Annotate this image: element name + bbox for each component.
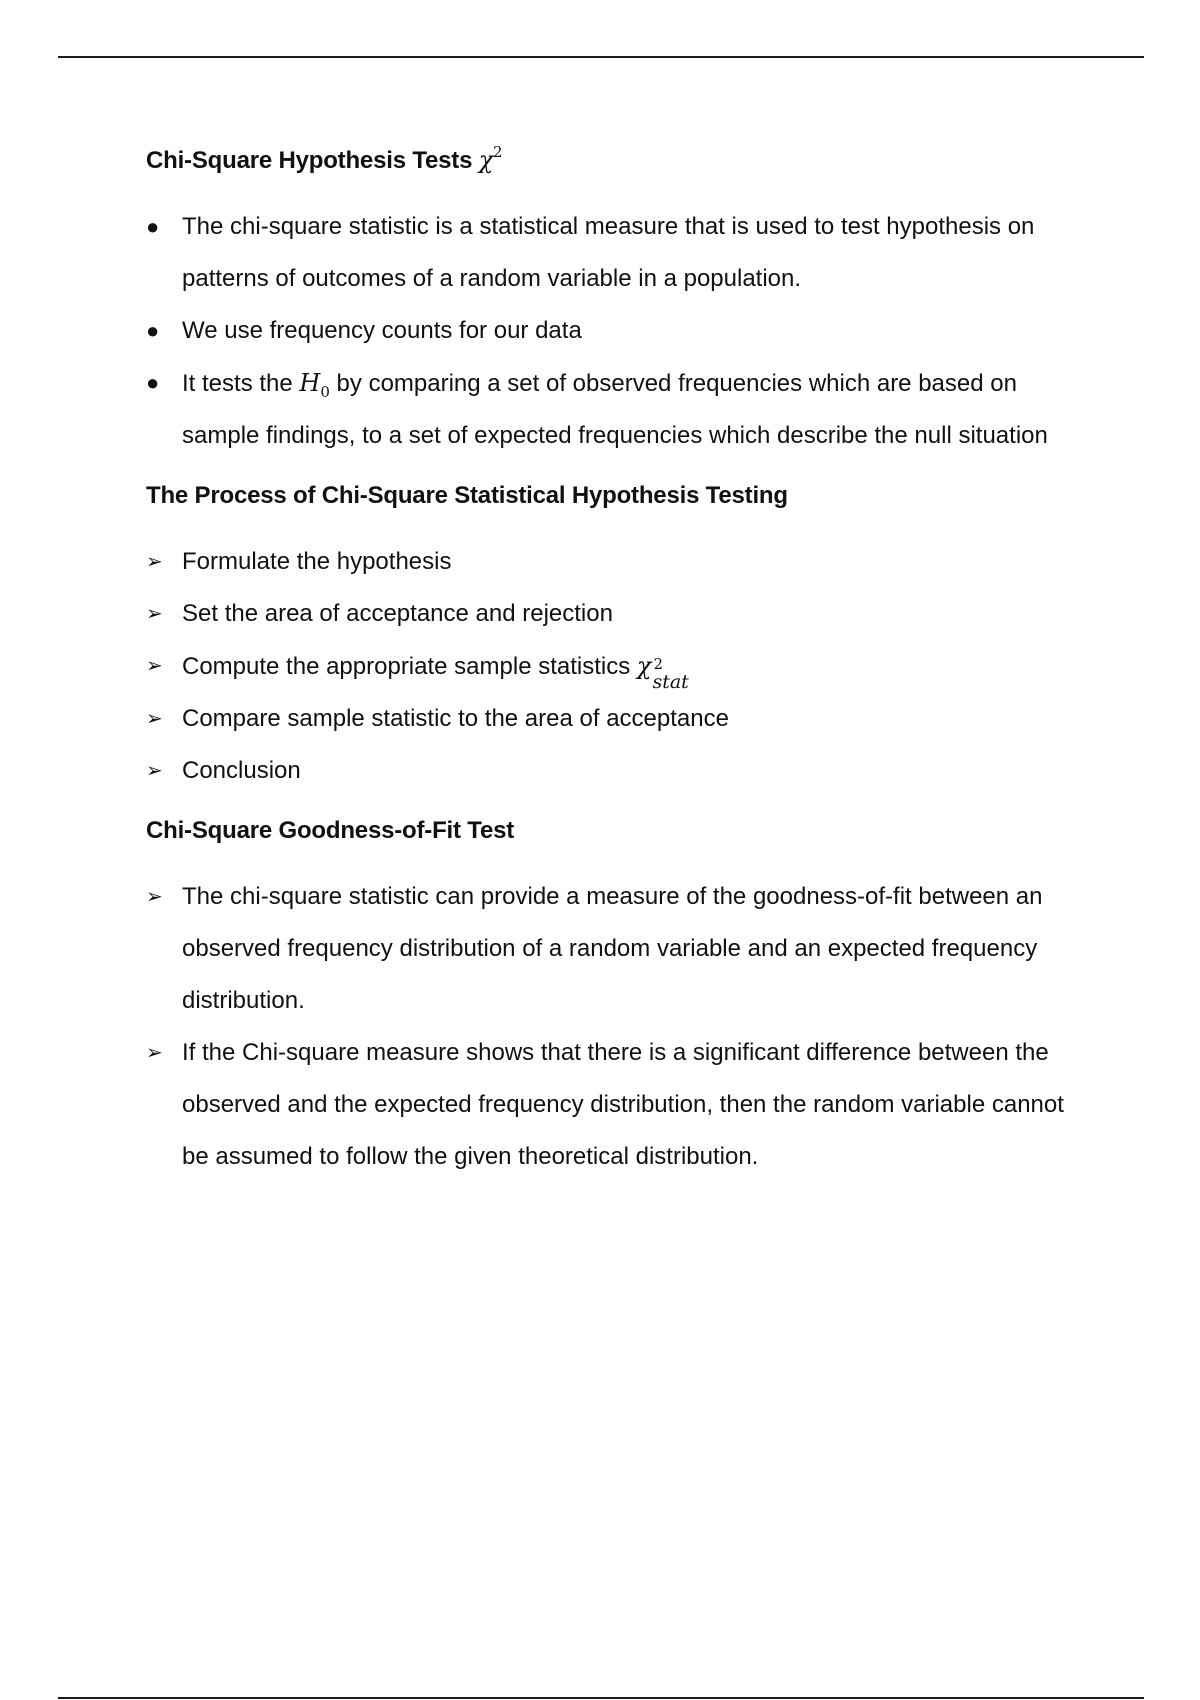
top-rule [58,56,1144,58]
list-item [146,640,1086,693]
list-item [146,588,1086,640]
list-item-text: It tests the [182,370,293,397]
list-item [146,693,1086,745]
list-item [146,305,1086,357]
list-item-text: We use frequency counts for our data [182,317,582,344]
list-item-text: If the Chi-square measure shows that there is a significant difference between the observed and the expected frequency distribution, then the random variable cannot be assumed to follow the given theoretical distribution. [182,1039,1064,1170]
arrow-list-process [146,536,1086,797]
document-body [146,140,1086,1183]
chi-squared-symbol: $\chi^2$ [478,143,503,174]
arrowhead-icon: ➢ [146,760,163,782]
arrowhead-icon: ➢ [146,886,163,908]
list-item-text: Compare sample statistic to the area of acceptance [182,705,729,732]
list-item-text: The chi-square statistic can provide a measure of the goodness-of-fit between an observed frequency distribution of a random variable and an expected frequency distribution. [182,883,1043,1014]
h-null-symbol: $H_0$ [299,369,330,401]
section-title-text: Chi-Square Hypothesis Tests [146,147,473,174]
list-item-text: Formulate the hypothesis [182,548,452,575]
list-item-text: Compute the appropriate sample statistics [182,653,631,680]
arrowhead-icon: ➢ [146,603,163,625]
list-item [146,745,1086,797]
list-item [146,871,1086,1027]
list-item-text: Conclusion [182,757,301,784]
bottom-rule [58,1697,1144,1699]
list-item-text: by comparing a set of observed frequencies which are based on sample findings, to a set of expected frequencies which describe the null situation [182,370,1048,449]
list-item [146,536,1086,588]
section-title-goodness-of-fit: Chi-Square Goodness-of-Fit Test [146,817,515,844]
list-item [146,357,1086,462]
bullet-list-1 [146,201,1086,462]
list-item-text: Set the area of acceptance and rejection [182,600,613,627]
arrow-list-goodness-of-fit [146,871,1086,1183]
bullet-dot-icon: ● [146,370,160,395]
arrowhead-icon: ➢ [146,551,163,573]
arrowhead-icon: ➢ [146,1042,163,1064]
bullet-dot-icon: ● [146,214,160,239]
chi-squared-stat-symbol: χ 2 stat [636,652,689,693]
section-title-chi-square-tests [146,140,1086,181]
list-item-text: The chi-square statistic is a statistical measure that is used to test hypothesis on patterns of outcomes of a random variable in a population. [182,213,1035,292]
list-item [146,201,1086,305]
list-item [146,1027,1086,1183]
section-title-process: The Process of Chi-Square Statistical Hypothesis Testing [146,482,788,509]
arrowhead-icon: ➢ [146,708,163,730]
bullet-dot-icon: ● [146,318,160,343]
arrowhead-icon: ➢ [146,655,163,677]
